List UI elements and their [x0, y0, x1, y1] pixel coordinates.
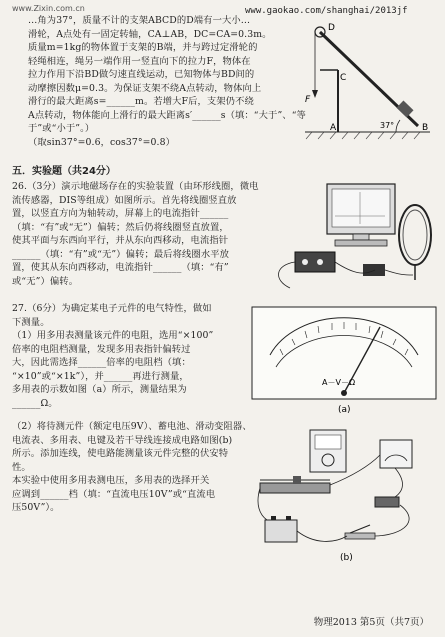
fig25-label-f: F	[305, 95, 311, 105]
page-footer: 物理2013 第5页（共7页）	[313, 617, 429, 628]
figure-27b-circuit	[255, 425, 440, 565]
fig25-label-a: A	[330, 123, 337, 133]
section-5-title: 五．实验题（共24分）	[12, 166, 116, 177]
problem-27-text: 27.（6分）为确定某电子元件的电气特性，做如 下测量。 （1）用多用表测量该元件的电阻，选用“×100” 倍率的电阻档测量，发现多用表指针偏转过 大，因此需选择______倍率的电阻档（填： “×10”或“×1k”），并______再进行测量， 多用表的示数如图（a）所示，测量结果为 ______Ω。	[12, 303, 214, 409]
figure-27a-multimeter-scale	[250, 305, 438, 415]
problem-26-text: 26.（3分）演示地磁场存在的实验装置（由环形线圈，微电 流传感器，DIS等组成）如图所示。首先将线圈竖直放 置，以竖直方向为轴转动，屏幕上的电流指针______ （填：“有”或“无”）偏转；然后仍将线圈竖直放置， 使其平面与东西向平行，并从东向西移动，电流指针 ______（填：“有”或“无”）偏转；最后将线圈水平放 置，使其从东向西移动，电流指针______（填：“有” 或“无”）偏转。	[12, 181, 259, 287]
fig25-label-b: B	[422, 123, 429, 133]
fig27a-scale-text: A－V－Ω	[322, 378, 356, 387]
fig25-label-angle: 37°	[380, 121, 395, 130]
fig27a-caption: (a)	[338, 405, 351, 415]
fig27b-caption: (b)	[340, 553, 353, 563]
figure-25-incline	[300, 22, 435, 142]
figure-26-apparatus	[265, 180, 440, 295]
problem-25-text: …角为37°，质量不计的支架ABCD的D端有一大小… 滑轮，A点处有一固定转轴，CA⊥AB，DC=CA=0.3m。 质量m=1kg的物体置于支架的B端，并与跨过定滑轮的 轻绳相连，绳另一端作用一竖直向下的拉力F，物体在 拉力作用下沿BD做匀速直线运动，已知物体与BD间的 动摩擦因数μ=0.3。为保证支架不绕A点转动，物体向上 滑行的最大距离s=______m。若增大F后，支架仍不绕 A点转动，物体能向上滑行的最大距离s′______s（填：“大于”、“等于”或“小于”。） （取sin37°=0.6，cos37°=0.8）	[28, 15, 306, 148]
problem-27-2-text: （2）将待测元件（额定电压9V）、蓄电池、滑动变阻器、 电流表、多用表、电键及若干导线连接成电路如图(b) 所示。添加连线，使电路能测量该元件完整的伏安特 性。 本实验中使用多用表测电压，多用表的选择开关 应调到______档（填：“直流电压10V”或“直流电 压50V”）。	[12, 421, 252, 513]
fig25-label-d: D	[328, 23, 335, 33]
fig25-label-c: C	[340, 73, 347, 83]
source-watermark-left: www.Zixin.com.cn	[12, 4, 85, 13]
source-watermark-right: www.gaokao.com/shanghai/2013jf	[245, 6, 408, 16]
